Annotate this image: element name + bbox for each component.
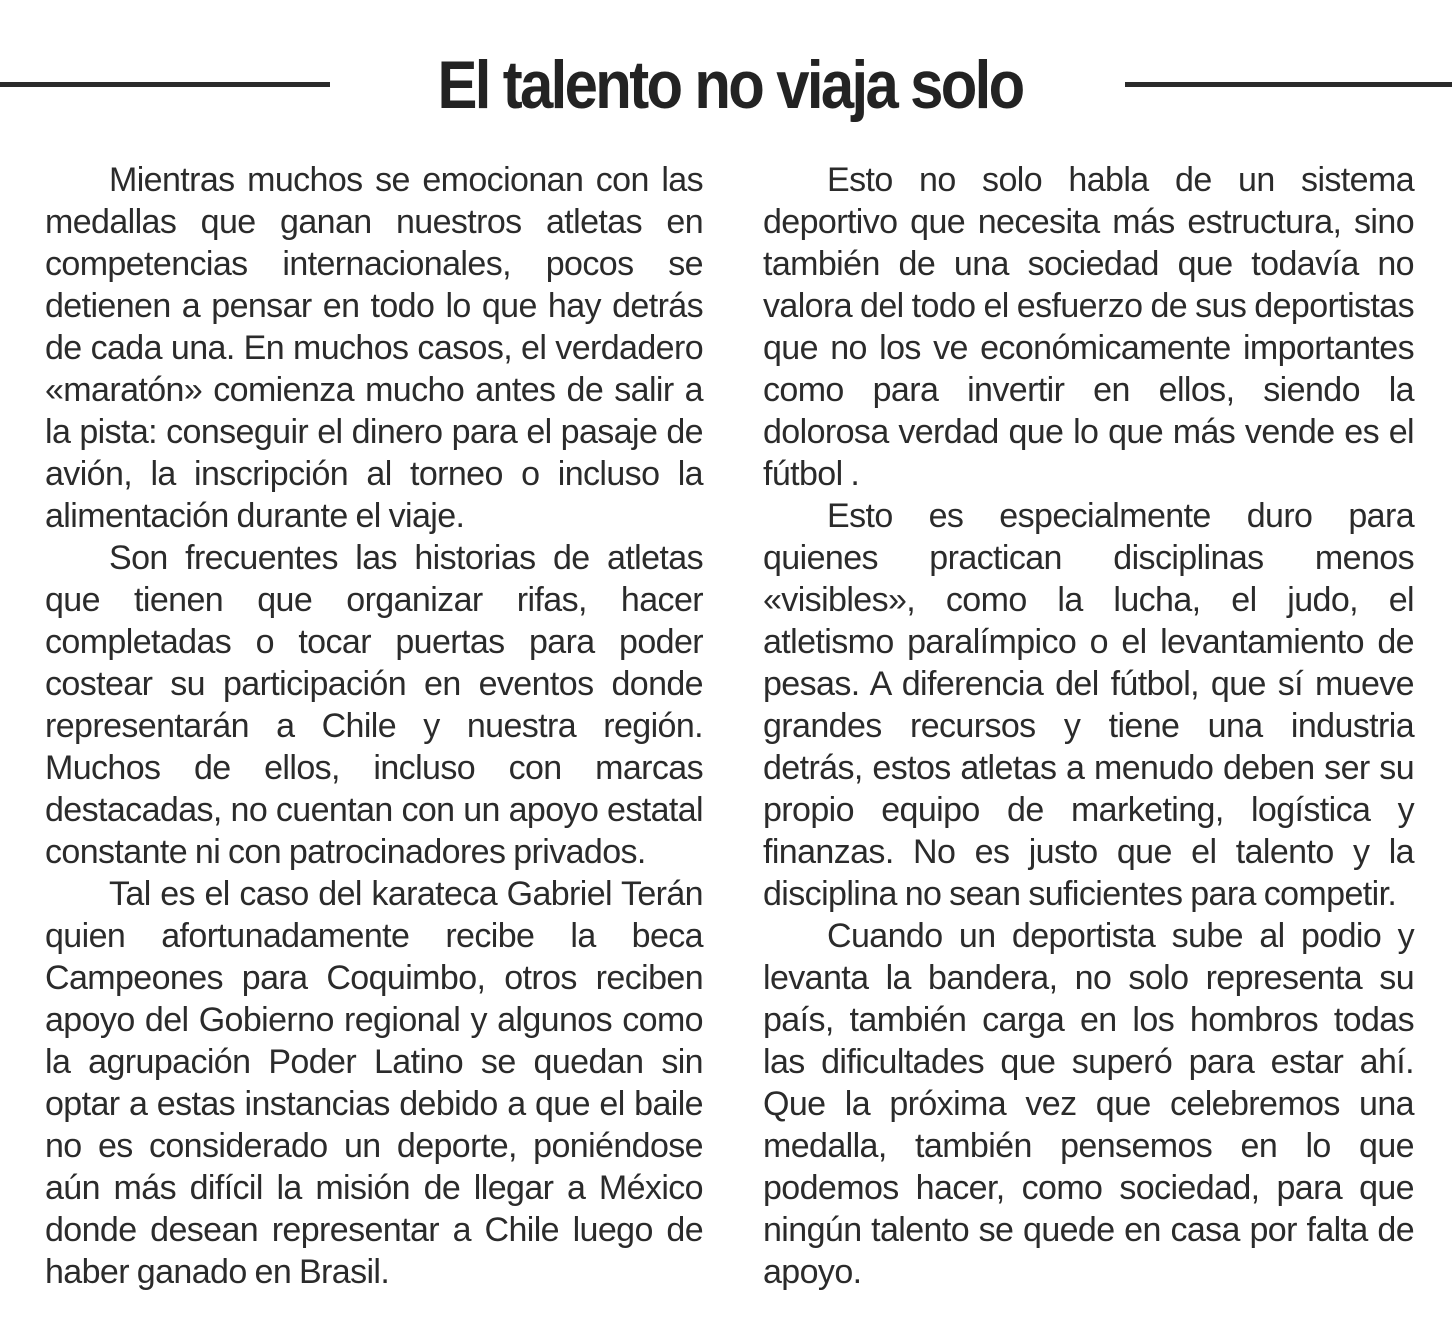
headline-rule-right (1125, 82, 1452, 87)
article-header (0, 40, 1452, 130)
article-paragraph: Mientras muchos se emocionan con las medallas que ganan nuestros atletas en competencias internacionales, pocos se detienen a pensar en todo lo que hay detrás de cada una. En muchos casos, el verdadero «maratón» comienza mucho antes de salir a la pista: conseguir el dinero para el pasaje de avión, la inscripción al torneo o incluso la alimentación durante el viaje. (45, 161, 703, 535)
article-paragraph: Son frecuentes las historias de atletas que tienen que organizar rifas, hacer completadas o tocar puertas para poder costear su participación en eventos donde representarán a Chile y nuestra región. Muchos de ellos, incluso con marcas destacadas, no cuentan con un apoyo estatal constante ni con patrocinadores privados. (45, 539, 703, 871)
article-paragraph: Esto no solo habla de un sistema deportivo que necesita más estructura, sino también de una sociedad que todavía no valora del todo el esfuerzo de sus deportistas que no los ve económicamente importantes como para invertir en ellos, siendo la dolorosa verdad que lo que más vende es el fútbol . (763, 161, 1414, 493)
article-paragraph: Esto es especialmente duro para quienes practican disciplinas menos «visibles», como la lucha, el judo, el atletismo paralímpico o el levantamiento de pesas. A diferencia del fútbol, que sí mueve grandes recursos y tiene una industria detrás, estos atletas a menudo deben ser su propio equipo de marketing, logística y finanzas. No es justo que el talento y la disciplina no sean suficientes para competir. (763, 497, 1414, 913)
article-headline: El talento no viaja solo (437, 47, 1023, 123)
article-paragraph: Tal es el caso del karateca Gabriel Terán quien afortunadamente recibe la beca Campeones para Coquimbo, otros reciben apoyo del Gobierno regional y algunos como la agrupación Poder Latino se quedan sin optar a estas instancias debido a que el baile no es considerado un deporte, poniéndose aún más difícil la misión de llegar a México donde desean representar a Chile luego de haber ganado en Brasil. (45, 875, 703, 1291)
article-paragraph: Cuando un deportista sube al podio y levanta la bandera, no solo representa su país, también carga en los hombros todas las dificultades que superó para estar ahí. Que la próxima vez que celebremos una medalla, también pensemos en lo que podemos hacer, como sociedad, para que ningún talento se quede en casa por falta de apoyo. (763, 917, 1414, 1291)
article-column-left (45, 159, 703, 1293)
headline-rule-left (0, 82, 330, 87)
article-column-right (763, 159, 1414, 1293)
